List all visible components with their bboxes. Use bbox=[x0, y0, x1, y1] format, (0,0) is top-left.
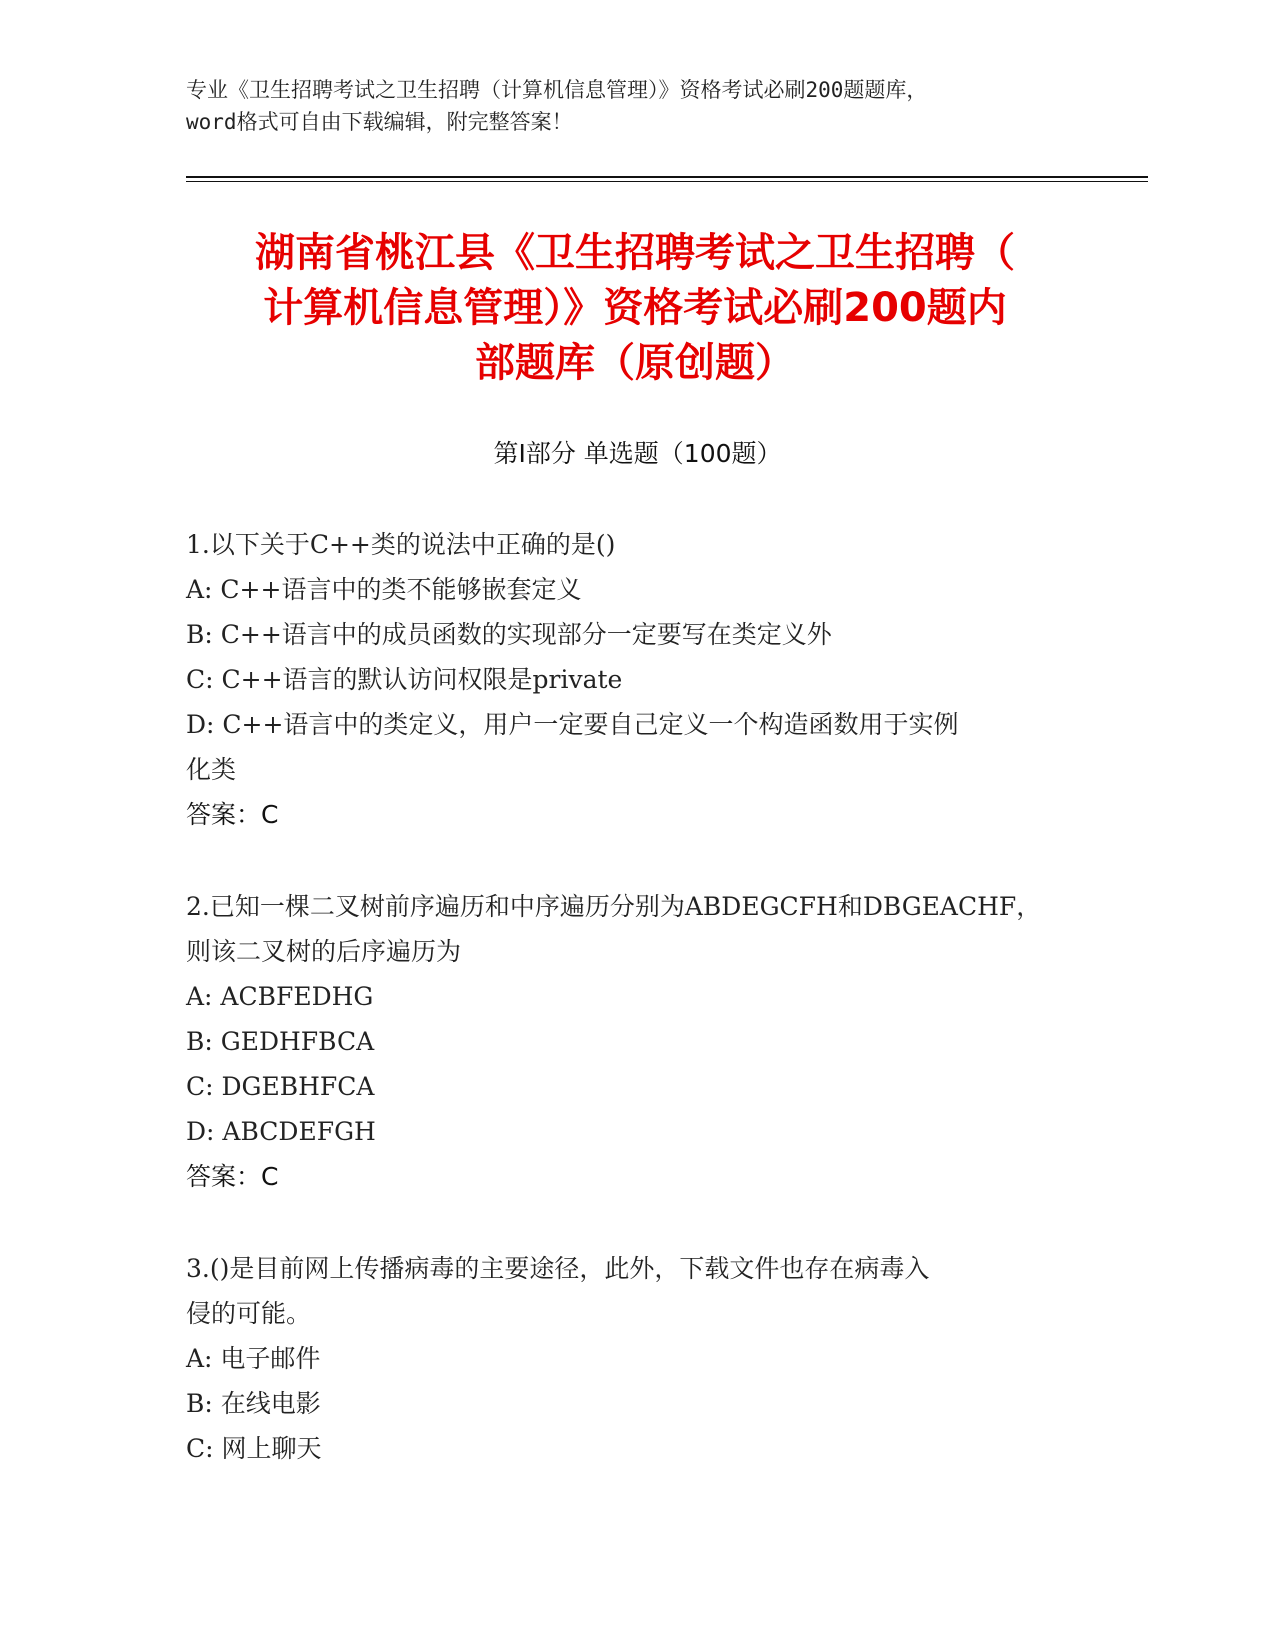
header-divider-thin bbox=[186, 181, 1148, 182]
question-stem: 1.以下关于C++类的说法中正确的是() bbox=[186, 530, 616, 559]
option-c: C: 网上聊天 bbox=[186, 1434, 322, 1463]
option-a: A: 电子邮件 bbox=[186, 1344, 321, 1373]
question-stem-continued: 侵的可能。 bbox=[186, 1299, 312, 1328]
header-divider bbox=[186, 176, 1148, 178]
question-2 bbox=[186, 884, 1086, 1199]
option-d: D: ABCDEFGH bbox=[186, 1117, 376, 1146]
option-b: B: C++语言中的成员函数的实现部分一定要写在类定义外 bbox=[186, 620, 832, 649]
option-a: A: C++语言中的类不能够嵌套定义 bbox=[186, 575, 582, 604]
question-stem: 3.()是目前网上传播病毒的主要途径，此外，下载文件也存在病毒入 bbox=[186, 1254, 930, 1283]
header-note bbox=[186, 74, 1086, 138]
title-line: 计算机信息管理）》资格考试必刷200题内 bbox=[263, 285, 1007, 331]
title-line: 部题库（原创题） bbox=[475, 340, 795, 386]
option-a: A: ACBFEDHG bbox=[186, 982, 374, 1011]
option-c: C: C++语言的默认访问权限是private bbox=[186, 665, 623, 694]
option-d: D: C++语言中的类定义，用户一定要自己定义一个构造函数用于实例 bbox=[186, 710, 959, 739]
option-b: B: GEDHFBCA bbox=[186, 1027, 375, 1056]
question-1 bbox=[186, 522, 1086, 837]
section-title: 第Ⅰ部分 单选题（100题） bbox=[493, 439, 782, 468]
document-title bbox=[130, 226, 1140, 391]
answer: 答案：C bbox=[186, 800, 279, 829]
header-note-line: word格式可自由下载编辑，附完整答案！ bbox=[186, 110, 573, 134]
question-stem-continued: 则该二叉树的后序遍历为 bbox=[186, 937, 462, 966]
question-3 bbox=[186, 1246, 1086, 1471]
answer: 答案：C bbox=[186, 1162, 279, 1191]
title-line: 湖南省桃江县《卫生招聘考试之卫生招聘（ bbox=[255, 230, 1015, 276]
option-b: B: 在线电影 bbox=[186, 1389, 321, 1418]
header-note-line: 专业《卫生招聘考试之卫生招聘（计算机信息管理）》资格考试必刷200题题库， bbox=[186, 78, 928, 102]
option-d-continued: 化类 bbox=[186, 755, 237, 784]
question-stem: 2.已知一棵二叉树前序遍历和中序遍历分别为ABDEGCFH和DBGEACHF， bbox=[186, 892, 1042, 921]
option-c: C: DGEBHFCA bbox=[186, 1072, 375, 1101]
